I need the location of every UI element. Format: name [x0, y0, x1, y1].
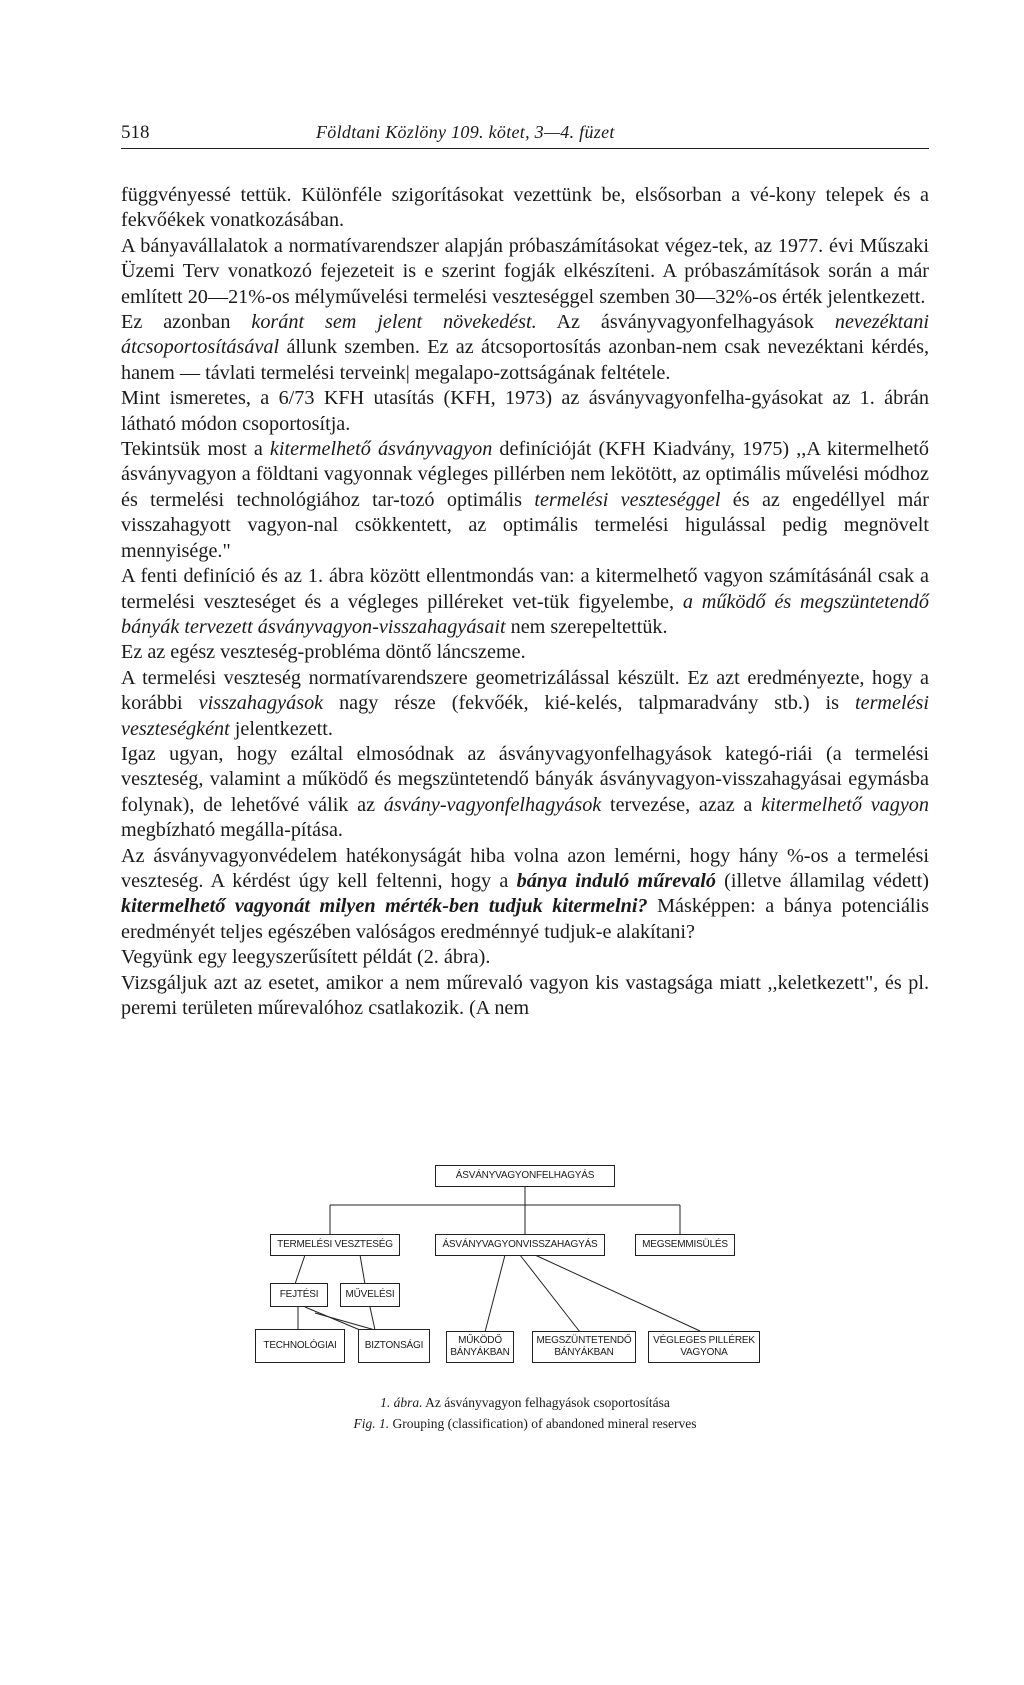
emphasis-text: a működő és megszüntetendő bányák tervezett ásványvagyon-visszahagyásait [121, 590, 929, 638]
paragraph-text: Az ásványvagyonvédelem hatékonyságát hiba volna azon lemérni, hogy hány %-os a termelési veszteség. A kérdést úgy kell feltenni, hogy a [121, 844, 929, 892]
figure-caption-en [121, 1416, 929, 1432]
emphasis-text: kitermelhető ásványvagyon [269, 438, 493, 461]
emphasis-text: koránt sem jelent növekedést. [251, 311, 537, 334]
diagram-node-megsemmisules: MEGSEMMISÜLÉS [635, 1234, 735, 1256]
emphasis-text: bánya induló műrevaló [516, 869, 716, 892]
paragraph-text: jelentkezett. [229, 717, 333, 740]
diagram-node-termelesi-veszteseg: TERMELÉSI VESZTESÉG [270, 1234, 400, 1256]
diagram-node-technologiai: TECHNOLÓGIAI [255, 1329, 345, 1363]
body-text [121, 183, 929, 1021]
paragraph [121, 234, 929, 310]
emphasis-text: termelési veszteséggel [534, 488, 721, 511]
paragraph-text: Tekintsük most a [121, 438, 270, 461]
paragraph [121, 844, 929, 946]
paragraph-text: nem szerepeltettük. [505, 615, 668, 638]
paragraph [121, 183, 929, 234]
diagram-node-asvanyvagyon-visszahagyas: ÁSVÁNYVAGYONVISSZAHAGYÁS [435, 1234, 605, 1256]
emphasis-text: termelési veszteségként [121, 692, 929, 740]
emphasis-text: kitermelhető vagyon [761, 793, 929, 816]
diagram-node-biztonsagi: BIZTONSÁGI [358, 1329, 430, 1363]
paragraph [121, 742, 929, 844]
paragraph [121, 971, 929, 1022]
paragraph-text: Másképpen: a bánya potenciális eredményét teljes egészében valóságos eredménnyé tudjuk-e alakítani? [121, 895, 929, 943]
emphasis-text: visszahagyások [198, 692, 324, 715]
page-header [121, 118, 929, 149]
emphasis-text: ásvány-vagyonfelhagyások [383, 793, 602, 816]
figure-label-en: Fig. 1. [353, 1416, 390, 1431]
emphasis-text: kitermelhető vagyonát milyen mérték-ben tudjuk kitermelni? [121, 895, 648, 918]
figure-label-hu: 1. ábra. [380, 1395, 423, 1410]
paragraph-text: Igaz ugyan, hogy ezáltal elmosódnak az ásványvagyonfelhagyások kategó-riái (a termelési veszteség, valamint a működő és megszüntetendő bányák ásványvagyon-visszahagyásai egymásba folynak), de lehetővé válik az [121, 742, 929, 816]
paragraph [121, 640, 929, 665]
emphasis-text: nevezéktani átcsoportosításával [121, 311, 929, 359]
paragraph-text: Ez azonban [121, 311, 252, 334]
paragraph [121, 564, 929, 640]
paragraph-text: megbízható megálla-pítása. [121, 819, 343, 842]
page-number: 518 [121, 122, 150, 143]
paragraph-text: és az engedéllyel már visszahagyott vagyon-nal csökkentett, az optimális termelési higulással pedig megnövelt mennyisége." [121, 488, 929, 562]
paragraph [121, 437, 929, 564]
paragraph-text: nagy része (fekvőék, kié-kelés, talpmaradvány stb.) is [323, 692, 855, 715]
figure-caption-hu-text: Az ásványvagyon felhagyások csoportosítása [422, 1395, 670, 1410]
paragraph-text: (illetve államilag védett) [715, 869, 929, 892]
paragraph-text: Az ásványvagyonfelhagyások [536, 311, 835, 334]
diagram-node-fejtesi: FEJTÉSI [270, 1283, 328, 1307]
paragraph [121, 945, 929, 970]
diagram-node-root: ÁSVÁNYVAGYONFELHAGYÁS [435, 1165, 615, 1187]
diagram-node-megszuntetendo-banyakban: MEGSZÜNTETENDŐ BÁNYÁKBAN [532, 1331, 636, 1363]
paragraph [121, 310, 929, 386]
paragraph-text: definícióját (KFH Kiadvány, 1975) ,,A kitermelhető ásványvagyon a földtani vagyonnak végleges pillérben nem lekötött, az optimális művelési módhoz és termelési technológiához tar-tozó optimális [121, 438, 929, 511]
paragraph-text: A bányavállalatok a normatívarendszer alapján próbaszámításokat végez-tek, az 1977. évi Műszaki Üzemi Terv vonatkozó fejezeteit is e szerint fogják elkészíteni. A próbaszámítások során a már említett 20—21%-os mélyművelési termelési veszteséggel szemben 30—32%-os érték jelentkezett. [121, 234, 929, 308]
figure-caption-hu [121, 1395, 929, 1411]
running-title: Földtani Közlöny 109. kötet, 3—4. füzet [316, 122, 615, 142]
paragraph-text: állunk szemben. Ez az átcsoportosítás azonban-nem csak nevezéktani kérdés, hanem — távlati termelési terveink| megalapo-zottságának feltétele. [121, 336, 929, 384]
paragraph-text: A termelési veszteség normatívarendszere geometrizálással készült. Ez azt eredményezte, hogy a korábbi [121, 666, 929, 715]
diagram-node-vegleges-pillerek: VÉGLEGES PILLÉREK VAGYONA [648, 1331, 760, 1363]
diagram-node-mukodo-banyakban: MŰKÖDŐ BÁNYÁKBAN [446, 1331, 514, 1363]
paragraph-text: Vegyünk egy leegyszerűsített példát (2. ábra). [121, 946, 491, 969]
figure-caption-en-text: Grouping (classification) of abandoned mineral reserves [389, 1416, 697, 1431]
paragraph-text: Vizsgáljuk azt az esetet, amikor a nem műrevaló vagyon kis vastagsága miatt ,,keletkezett", és pl. peremi területen műrevalóhoz csatlakozik. (A nem [121, 971, 929, 1019]
paragraph-text: tervezése, azaz a [601, 793, 762, 816]
diagram-node-muvelesi: MŰVELÉSI [340, 1283, 400, 1307]
paragraph-text: Ez az egész veszteség-probléma döntő láncszeme. [121, 641, 526, 664]
paragraph-text: A fenti definíció és az 1. ábra között ellentmondás van: a kitermelhető vagyon számításánál csak a termelési veszteséget és a végleges pilléreket vet-tük figyelembe, [121, 565, 929, 613]
paragraph-text: függvényessé tettük. Különféle szigorításokat vezettünk be, elsősorban a vé-kony telepek és a fekvőékek vonatkozásában. [121, 184, 929, 232]
paragraph [121, 666, 929, 742]
paragraph-text: Mint ismeretes, a 6/73 KFH utasítás (KFH, 1973) az ásványvagyonfelha-gyásokat az 1. ábrán látható módon csoportosítja. [121, 387, 929, 435]
paragraph [121, 386, 929, 437]
